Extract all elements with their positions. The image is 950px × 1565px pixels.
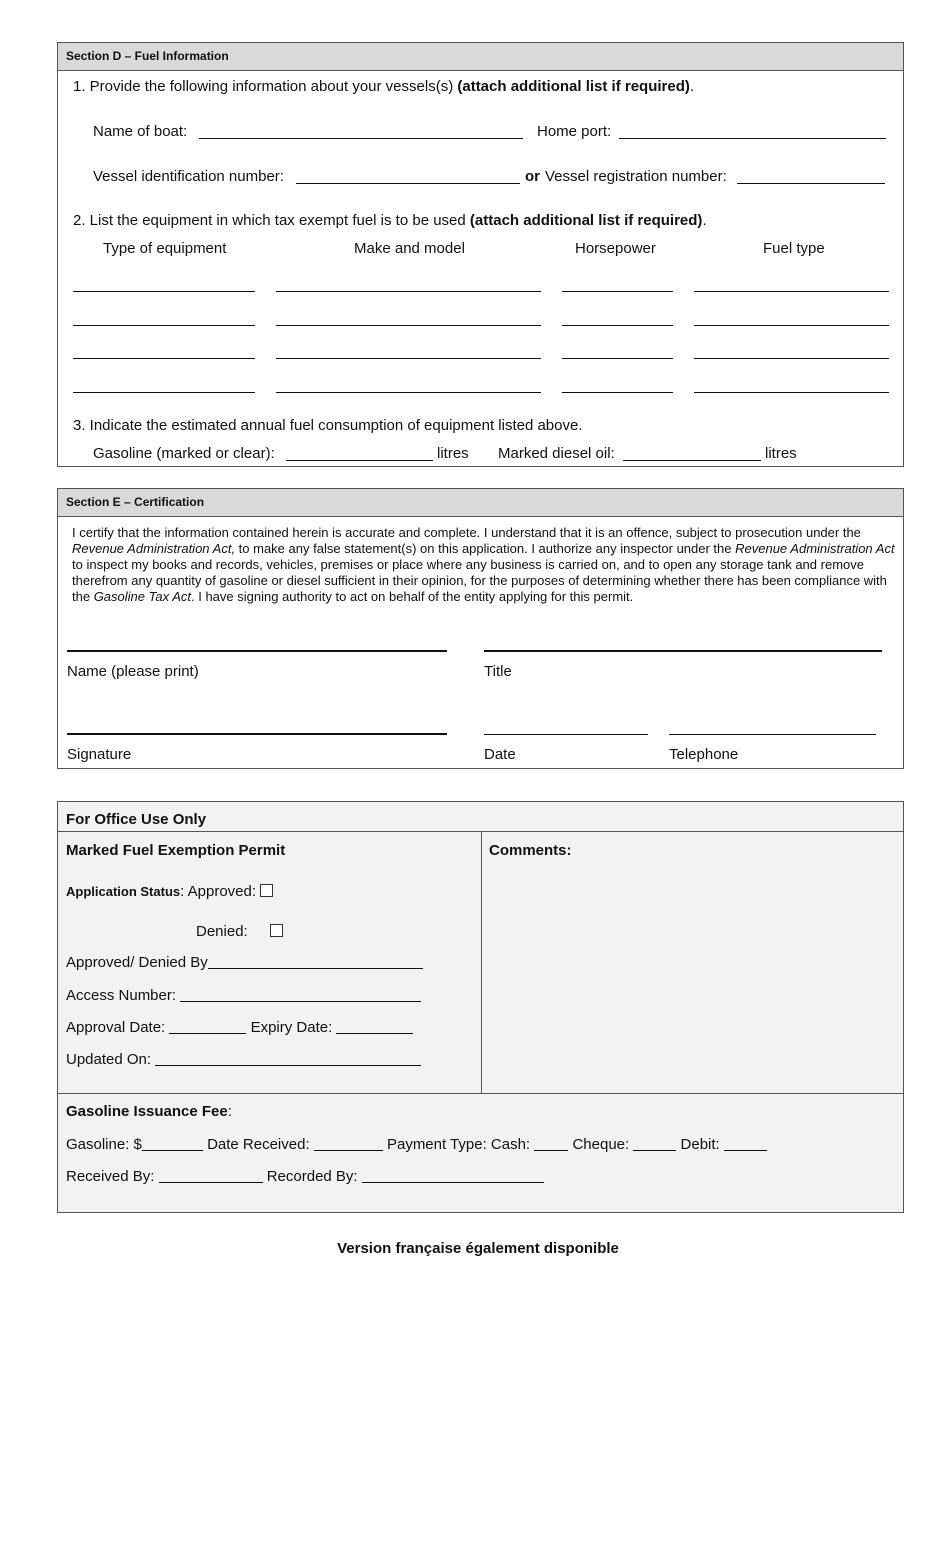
received-by-field[interactable] <box>159 1168 263 1183</box>
name-label: Name (please print) <box>67 663 199 680</box>
section-e-title: Section E – Certification <box>58 489 903 517</box>
home-port-label: Home port: <box>537 123 612 140</box>
equip-row-3-make[interactable] <box>276 358 541 359</box>
recorded-by-field[interactable] <box>362 1168 544 1183</box>
title-field[interactable] <box>484 650 882 652</box>
french-version-note: Version française également disponible <box>337 1240 619 1257</box>
signature-label: Signature <box>67 746 132 763</box>
date-field[interactable] <box>484 734 648 735</box>
expiry-date-field[interactable] <box>336 1019 413 1034</box>
name-of-boat-label: Name of boat: <box>93 123 188 140</box>
debit-field[interactable] <box>724 1136 767 1151</box>
certification-text: I certify that the information contained herein is accurate and complete. I understand that it is an offence, subject to prosecution under the Revenue Administration Act, to make any false statement(s) on this application. I authorize any inspector under the Revenue Administration Act to inspect my books and records, vehicles, premises or place where any business is carried on, and to open any storage tank and remove therefrom any quantity of gasoline or diesel sufficient in their opinion, for the purposes of determining whether there has been compliance with the Gasoline Tax Act. I have signing authority to act on behalf of the entity applying for this permit. <box>72 525 895 604</box>
q1-text: 1. Provide the following information about your vessels(s) (attach additional list if required). <box>73 78 695 95</box>
denied-checkbox[interactable] <box>270 924 283 937</box>
name-field[interactable] <box>67 650 447 652</box>
or-label: or <box>525 168 540 185</box>
equip-row-2-fuel[interactable] <box>694 325 889 326</box>
approved-checkbox[interactable] <box>260 884 273 897</box>
office-divider-bottom <box>58 1093 903 1094</box>
fee-title-row: Gasoline Issuance Fee: <box>66 1103 232 1120</box>
equip-row-4-make[interactable] <box>276 392 541 393</box>
updated-on-row: Updated On: <box>66 1051 421 1068</box>
gasoline-fee-field[interactable] <box>142 1136 203 1151</box>
vessel-reg-field[interactable] <box>737 183 885 184</box>
diesel-label: Marked diesel oil: <box>498 445 615 462</box>
col-type-of-equipment: Type of equipment <box>103 240 227 257</box>
col-fuel-type: Fuel type <box>763 240 825 257</box>
approval-date-field[interactable] <box>169 1019 246 1034</box>
equip-row-2-hp[interactable] <box>562 325 673 326</box>
equip-row-2-make[interactable] <box>276 325 541 326</box>
vessel-reg-label: Vessel registration number: <box>545 168 727 185</box>
access-number-row: Access Number: <box>66 987 421 1004</box>
vessel-id-field[interactable] <box>296 183 520 184</box>
application-status-row: Application Status: Approved: <box>66 883 273 900</box>
name-of-boat-field[interactable] <box>199 138 523 139</box>
equip-row-4-hp[interactable] <box>562 392 673 393</box>
office-use-box <box>57 801 904 1213</box>
updated-on-field[interactable] <box>155 1051 421 1066</box>
q2-text: 2. List the equipment in which tax exempt fuel is to be used (attach additional list if required). <box>73 212 707 229</box>
equip-row-3-type[interactable] <box>73 358 255 359</box>
equip-row-1-type[interactable] <box>73 291 255 292</box>
equip-row-1-fuel[interactable] <box>694 291 889 292</box>
equip-row-3-hp[interactable] <box>562 358 673 359</box>
comments-label: Comments: <box>489 842 572 859</box>
cheque-field[interactable] <box>633 1136 676 1151</box>
col-make-and-model: Make and model <box>354 240 465 257</box>
approval-expiry-row: Approval Date: Expiry Date: <box>66 1019 413 1036</box>
office-title: For Office Use Only <box>66 811 207 828</box>
office-divider-vertical <box>481 832 482 1093</box>
equip-row-2-type[interactable] <box>73 325 255 326</box>
gasoline-label: Gasoline (marked or clear): <box>93 445 275 462</box>
equip-row-3-fuel[interactable] <box>694 358 889 359</box>
access-number-field[interactable] <box>180 987 421 1002</box>
permit-title: Marked Fuel Exemption Permit <box>66 842 286 859</box>
equip-row-1-make[interactable] <box>276 291 541 292</box>
date-received-field[interactable] <box>314 1136 383 1151</box>
section-d <box>57 42 904 467</box>
received-recorded-row: Received By: Recorded By: <box>66 1168 544 1185</box>
date-label: Date <box>484 746 516 763</box>
equip-row-4-type[interactable] <box>73 392 255 393</box>
denied-row: Denied: <box>196 923 283 940</box>
approved-denied-by-field[interactable] <box>208 954 423 969</box>
title-label: Title <box>484 663 512 680</box>
telephone-label: Telephone <box>669 746 739 763</box>
litres-label-2: litres <box>765 445 797 462</box>
equip-row-1-hp[interactable] <box>562 291 673 292</box>
telephone-field[interactable] <box>669 734 876 735</box>
equip-row-4-fuel[interactable] <box>694 392 889 393</box>
col-horsepower: Horsepower <box>575 240 656 257</box>
fee-row: Gasoline: $ Date Received: Payment Type: Cash: Cheque: Debit: <box>66 1136 767 1153</box>
signature-field[interactable] <box>67 733 447 735</box>
section-d-title: Section D – Fuel Information <box>58 43 903 71</box>
cash-field[interactable] <box>534 1136 568 1151</box>
gasoline-litres-field[interactable] <box>286 460 433 461</box>
diesel-litres-field[interactable] <box>623 460 761 461</box>
q3-text: 3. Indicate the estimated annual fuel consumption of equipment listed above. <box>73 417 583 434</box>
home-port-field[interactable] <box>619 138 886 139</box>
section-e <box>57 488 904 769</box>
vessel-id-label: Vessel identification number: <box>93 168 284 185</box>
litres-label-1: litres <box>437 445 469 462</box>
approved-denied-by-row: Approved/ Denied By <box>66 954 423 971</box>
